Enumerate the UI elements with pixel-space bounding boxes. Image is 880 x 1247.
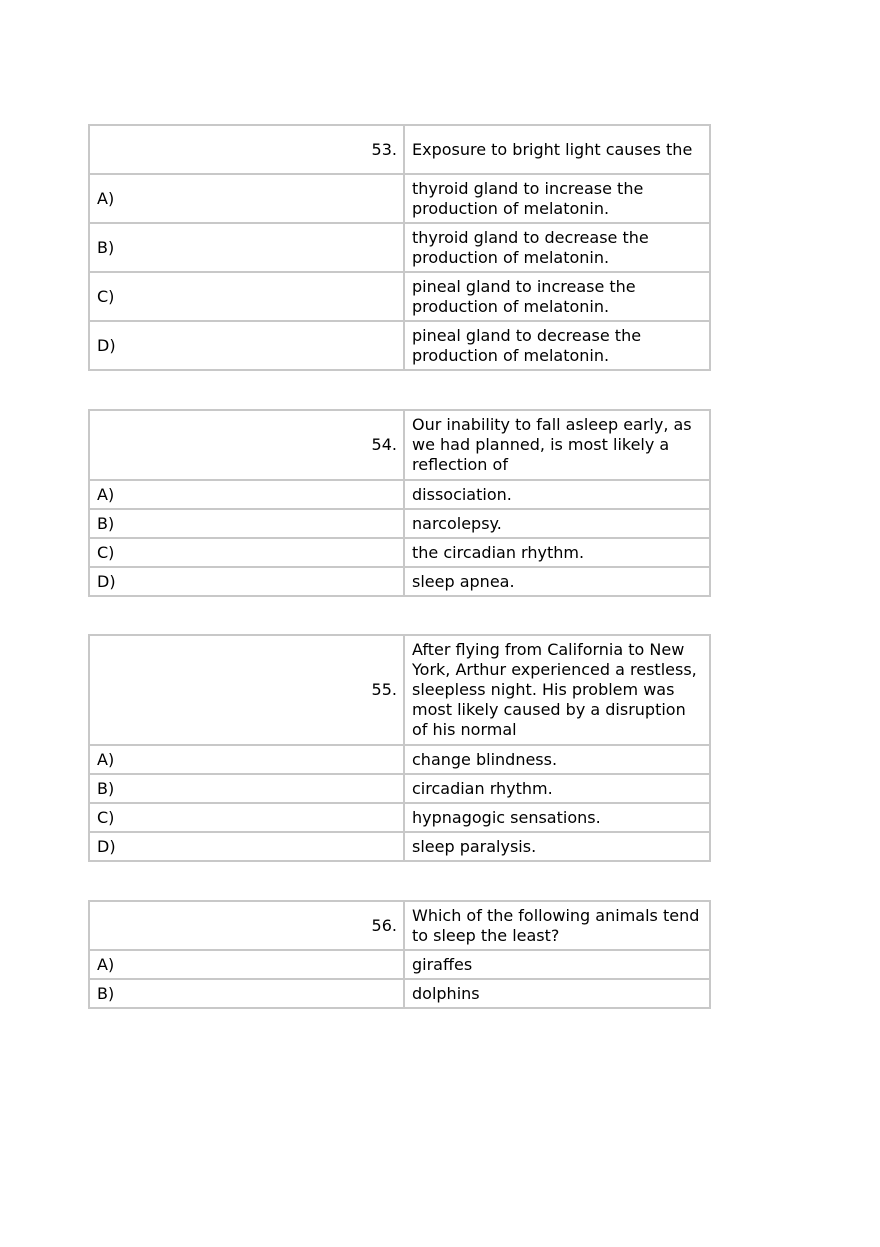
option-letter: B) [89, 774, 404, 803]
option-text: change blindness. [404, 745, 710, 774]
question-54-table [88, 409, 711, 597]
option-row-a [89, 174, 710, 223]
option-row-b [89, 509, 710, 538]
option-text: hypnagogic sensations. [404, 803, 710, 832]
option-text: pineal gland to decrease the production of melatonin. [404, 321, 710, 370]
option-row-d [89, 832, 710, 861]
option-text: giraffes [404, 950, 710, 979]
option-row-b [89, 223, 710, 272]
question-row [89, 901, 710, 950]
option-text: thyroid gland to increase the production of melatonin. [404, 174, 710, 223]
question-row [89, 635, 710, 745]
option-text: narcolepsy. [404, 509, 710, 538]
question-55-table [88, 634, 711, 862]
option-letter: A) [89, 950, 404, 979]
option-row-a [89, 950, 710, 979]
option-letter: A) [89, 480, 404, 509]
option-letter: B) [89, 509, 404, 538]
option-row-c [89, 538, 710, 567]
option-row-b [89, 774, 710, 803]
option-text: sleep apnea. [404, 567, 710, 596]
option-letter: C) [89, 803, 404, 832]
question-stem: Our inability to fall asleep early, as we had planned, is most likely a reflection of [404, 410, 710, 480]
question-row [89, 125, 710, 174]
option-row-c [89, 803, 710, 832]
option-letter: D) [89, 567, 404, 596]
option-row-d [89, 567, 710, 596]
option-row-a [89, 480, 710, 509]
option-text: pineal gland to increase the production of melatonin. [404, 272, 710, 321]
option-text: dolphins [404, 979, 710, 1008]
option-text: the circadian rhythm. [404, 538, 710, 567]
question-stem: Which of the following animals tend to sleep the least? [404, 901, 710, 950]
option-letter: B) [89, 979, 404, 1008]
question-56-table [88, 900, 711, 1009]
question-row [89, 410, 710, 480]
option-letter: D) [89, 832, 404, 861]
option-row-b [89, 979, 710, 1008]
option-text: circadian rhythm. [404, 774, 710, 803]
question-stem: After flying from California to New York, Arthur experienced a restless, sleepless night. His problem was most likely caused by a disruption of his normal [404, 635, 710, 745]
option-text: thyroid gland to decrease the production of melatonin. [404, 223, 710, 272]
option-row-c [89, 272, 710, 321]
option-letter: A) [89, 745, 404, 774]
option-text: sleep paralysis. [404, 832, 710, 861]
question-number: 54. [89, 410, 404, 480]
question-number: 56. [89, 901, 404, 950]
question-number: 53. [89, 125, 404, 174]
option-row-a [89, 745, 710, 774]
option-letter: A) [89, 174, 404, 223]
question-stem: Exposure to bright light causes the [404, 125, 710, 174]
question-53-table [88, 124, 711, 371]
question-number: 55. [89, 635, 404, 745]
option-row-d [89, 321, 710, 370]
option-text: dissociation. [404, 480, 710, 509]
option-letter: C) [89, 272, 404, 321]
option-letter: D) [89, 321, 404, 370]
option-letter: C) [89, 538, 404, 567]
option-letter: B) [89, 223, 404, 272]
